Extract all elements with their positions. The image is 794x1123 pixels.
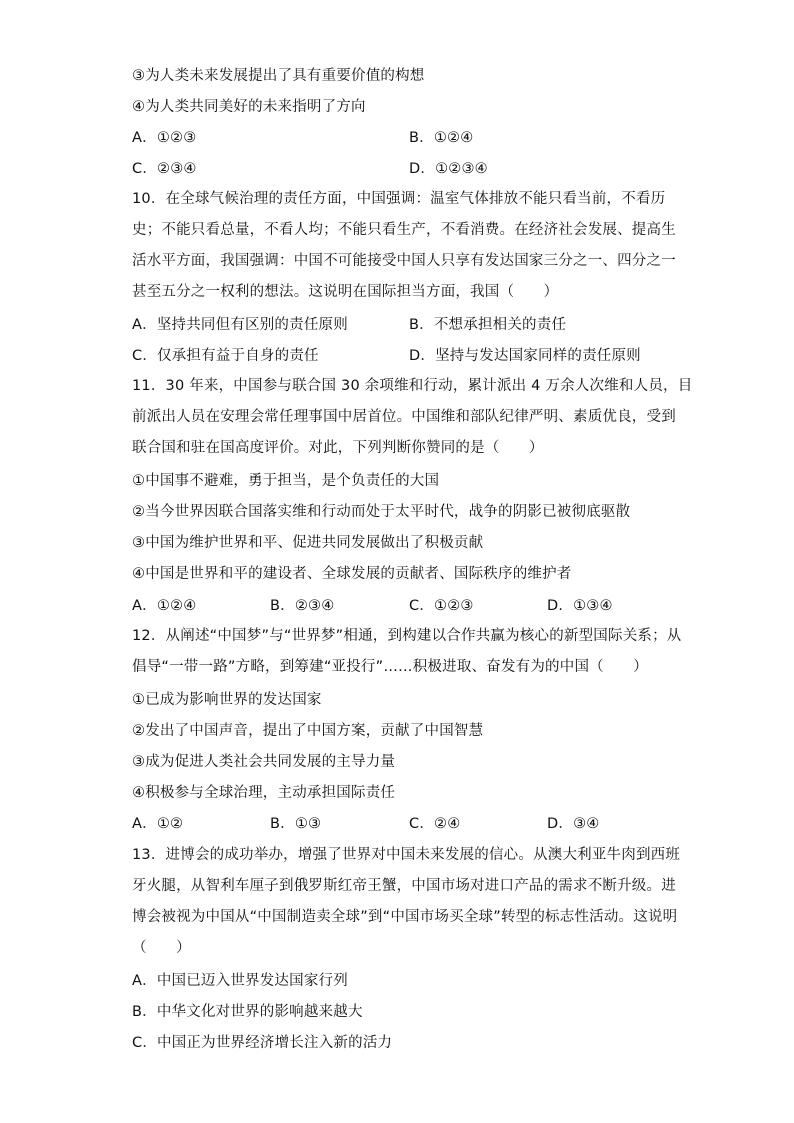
q13-option-c: C．中国正为世界经济增长注入新的活力 (132, 1035, 393, 1051)
q10-option-a: A．坚持共同但有区别的责任原则 (132, 317, 348, 333)
q12-statement-2: ②发出了中国声音，提出了中国方案，贡献了中国智慧 (132, 723, 484, 739)
q11-option-c: C．①②③ (409, 598, 474, 614)
q10-stem-line: 10．在全球气候治理的责任方面，中国强调：温室气体排放不能只看当前，不看历 (132, 191, 666, 207)
q11-option-a: A．①②④ (132, 598, 197, 614)
q11-stem-line: 11．30 年来，中国参与联合国 30 余项维和行动，累计派出 4 万余人次维和人员，目 (132, 378, 693, 394)
q12-option-a: A．①② (132, 816, 184, 832)
q10-option-b: B．不想承担相关的责任 (409, 317, 567, 333)
q11-statement-1: ①中国事不避难，勇于担当，是个负责任的大国 (132, 473, 440, 489)
q13-stem-line: 13．进博会的成功举办，增强了世界对中国未来发展的信心。从澳大利亚牛肉到西班 (132, 847, 681, 863)
q11-statement-3: ③中国为维护世界和平、促进共同发展做出了积极贡献 (132, 535, 484, 551)
q11-option-b: B．②③④ (270, 598, 335, 614)
q9-statement-3: ③为人类未来发展提出了具有重要价值的构想 (132, 68, 425, 84)
q11-option-d: D．①③④ (547, 598, 613, 614)
q11-stem (132, 371, 693, 464)
q12-statement-4: ④积极参与全球治理，主动承担国际责任 (132, 785, 396, 801)
q12-option-b: B．①③ (270, 816, 322, 832)
q10-stem (132, 184, 676, 308)
q12-stem-line: 12．从阐述“中国梦”与“世界梦”相通，到构建以合作共赢为核心的新型国际关系；从 (132, 628, 682, 644)
q13-stem (132, 840, 681, 964)
q11-stem-line: 联合国和驻在国高度评价。对此，下列判断你赞同的是（ ） (132, 440, 544, 456)
q11-statement-4: ④中国是世界和平的建设者、全球发展的贡献者、国际秩序的维护者 (132, 566, 572, 582)
q9-option-d: D．①②③④ (409, 161, 488, 177)
q12-stem (132, 621, 682, 683)
q12-option-c: C．②④ (409, 816, 461, 832)
q9-option-c: C．②③④ (132, 161, 197, 177)
q10-stem-line: 甚至五分之一权利的想法。这说明在国际担当方面，我国（ ） (132, 284, 559, 300)
q13-option-b: B．中华文化对世界的影响越来越大 (132, 1004, 363, 1020)
q10-option-d: D．坚持与发达国家同样的责任原则 (409, 348, 641, 364)
q13-stem-line: 牙火腿，从智利车厘子到俄罗斯红帝王蟹，中国市场对进口产品的需求不断升级。进 (132, 878, 676, 894)
q12-statement-3: ③成为促进人类社会共同发展的主导力量 (132, 754, 396, 770)
q9-statement-4: ④为人类共同美好的未来指明了方向 (132, 99, 366, 115)
q12-option-d: D．③④ (547, 816, 600, 832)
q12-stem-line: 倡导“一带一路”方略，到筹建“亚投行”……积极进取、奋发有为的中国（ ） (132, 659, 648, 675)
q11-stem-line: 前派出人员在安理会常任理事国中居首位。中国维和部队纪律严明、素质优良，受到 (132, 409, 676, 425)
q10-stem-line: 活水平方面，我国强调：中国不可能接受中国人只享有发达国家三分之一、四分之一 (132, 253, 676, 269)
q13-stem-line: （ ） (132, 940, 191, 956)
q10-stem-line: 史；不能只看总量，不看人均；不能只看生产，不看消费。在经济社会发展、提高生 (132, 222, 676, 238)
q9-option-a: A．①②③ (132, 130, 197, 146)
q12-statement-1: ①已成为影响世界的发达国家 (132, 692, 322, 708)
q11-statement-2: ②当今世界因联合国落实维和行动而处于太平时代，战争的阴影已被彻底驱散 (132, 504, 631, 520)
q13-stem-line: 博会被视为中国从“中国制造卖全球”到“中国市场买全球”转型的标志性活动。这说明 (132, 909, 678, 925)
q13-option-a: A．中国已迈入世界发达国家行列 (132, 973, 348, 989)
q10-option-c: C．仅承担有益于自身的责任 (132, 348, 319, 364)
q9-option-b: B．①②④ (409, 130, 474, 146)
